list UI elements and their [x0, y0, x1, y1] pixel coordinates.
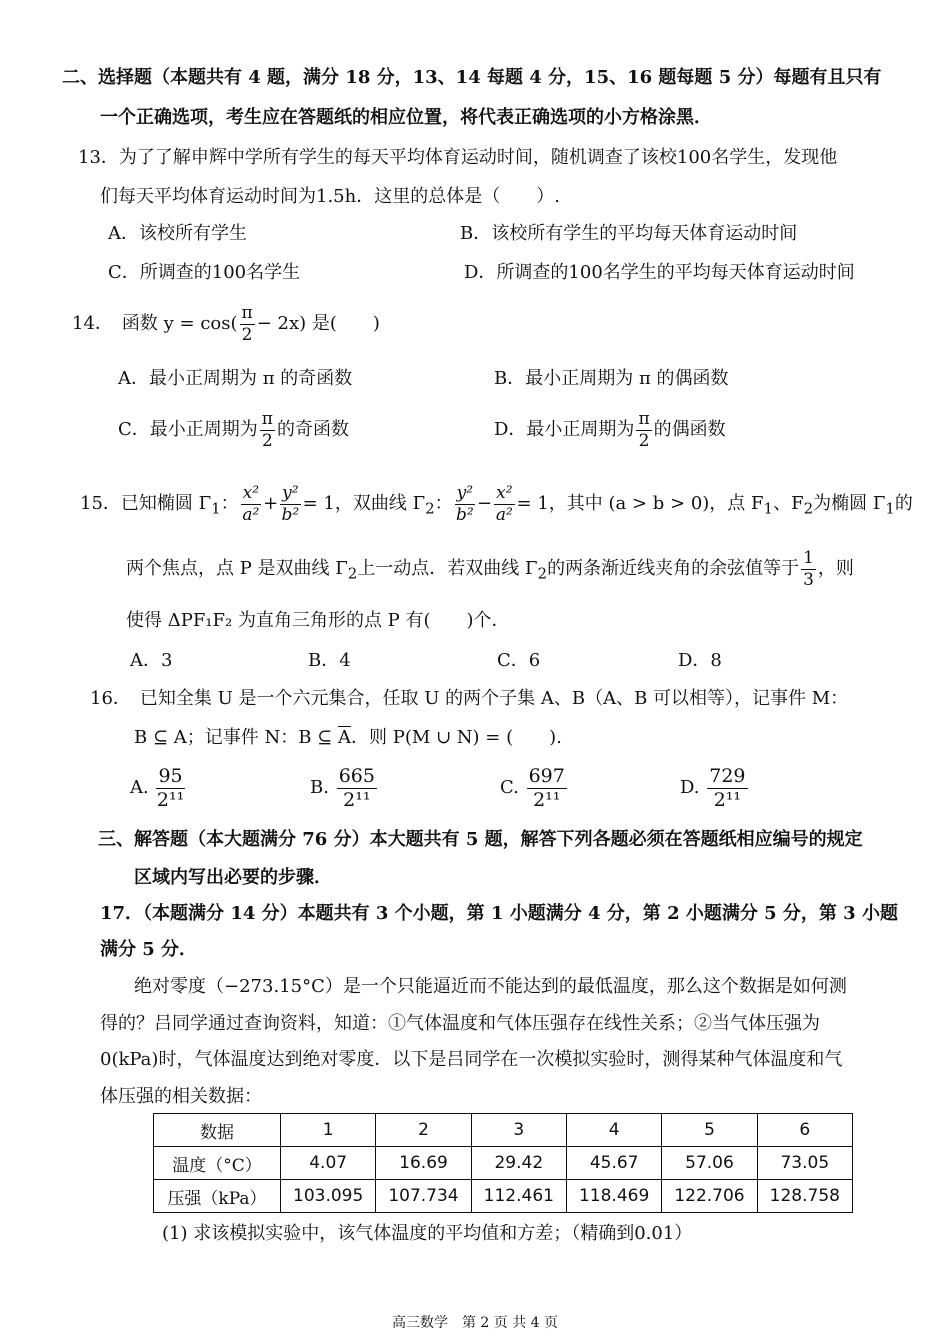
q16-option-a: A. $\frac{95}{\text{2¹¹}}$: [130, 764, 185, 811]
section2-heading-line1: 二、选择题（本题共有 4 题，满分 18 分，13、14 每题 4 分，15、16 题每题 5 分）每题有且只有: [62, 67, 882, 88]
q16-option-c: C. $\frac{697}{\text{2¹¹}}$: [500, 764, 565, 811]
q17-para1: 绝对零度（−273.15°C）是一个只能逼近而不能达到的最低温度，那么这个数据是如何测: [134, 976, 847, 997]
q14-suffix: − 2x) 是( ): [256, 313, 380, 334]
q14-option-d: D．最小正周期为 $\frac{\pi}{2}$ 的偶函数: [494, 408, 726, 451]
table-cell: 4: [566, 1114, 661, 1147]
q17-para2: 得的？吕同学通过查询资料，知道：①气体温度和气体压强存在线性关系；②当气体压强为: [100, 1013, 820, 1034]
table-cell: 温度（°C）: [154, 1147, 281, 1180]
q14-pi-over-2: $\frac{\pi}{2}$: [241, 302, 253, 345]
table-cell: 压强（kPa）: [154, 1180, 281, 1213]
q13-option-b: B．该校所有学生的平均每天体育运动时间: [460, 223, 798, 244]
q14-option-a: A．最小正周期为 π 的奇函数: [118, 368, 353, 389]
q15-option-a: A．3: [130, 650, 173, 671]
q14-option-c: C．最小正周期为 $\frac{\pi}{2}$ 的奇函数: [118, 408, 349, 451]
q15-option-c: C．6: [497, 650, 541, 671]
q17-para3: 0(kPa)时，气体温度达到绝对零度．以下是吕同学在一次模拟实验时，测得某种气体温度和气: [100, 1049, 843, 1070]
q13-line1: 13．为了了解申辉中学所有学生的每天平均体育运动时间，随机调查了该校100名学生，发现他: [78, 147, 838, 168]
table-cell: 45.67: [566, 1147, 661, 1180]
table-cell: 128.758: [757, 1180, 852, 1213]
q13-option-d: D．所调查的100名学生的平均每天体育运动时间: [464, 262, 855, 283]
q15-line1: 15．已知椭圆 $\Gamma_1$： $\frac{\text{x²}}{\text{a²}}$ + $\frac{\text{y²}}{\text{b²}}$ = 1，双曲线 $\Gamma_2$： $\frac{\text{y²}}{\text{b²}}$ − $\frac{\text{x²}}{\text{a²}}$ = 1，其中 (a > b > 0)，点 $F_1$、$F_2$为椭圆 $\Gamma_1$的: [80, 482, 913, 525]
q14-stem: [72, 304, 380, 344]
table-cell: 29.42: [471, 1147, 566, 1180]
table-cell: 57.06: [662, 1147, 757, 1180]
q17-subquestion-1: (1) 求该模拟实验中，该气体温度的平均值和方差；（精确到0.01）: [162, 1223, 693, 1244]
q14-option-b: B．最小正周期为 π 的偶函数: [494, 368, 729, 389]
q15-line2: 两个焦点，点 P 是双曲线 $\Gamma_2$上一动点．若双曲线 $\Gamma_2$的两条渐近线夹角的余弦值等于 $\frac{1}{3}$ ，则: [126, 547, 854, 590]
q16-option-b: B. $\frac{665}{\text{2¹¹}}$: [310, 764, 375, 811]
section3-heading-line1: 三、解答题（本大题满分 76 分）本大题共有 5 题，解答下列各题必须在答题纸相应编号的规定: [98, 829, 863, 850]
q16-line2: B ⊆ A；记事件 N：B ⊆ $\overline{A}$．则 P(M ∪ N) = ( ).: [134, 727, 562, 748]
temperature-pressure-table: [153, 1113, 853, 1213]
q15-option-b: B．4: [308, 650, 351, 671]
q14-prefix: 14． 函数 y = cos(: [72, 313, 238, 334]
table-cell: 5: [662, 1114, 757, 1147]
section3-heading-line2: 区域内写出必要的步骤．: [134, 867, 332, 888]
q17-para4: 体压强的相关数据：: [100, 1086, 262, 1107]
table-cell: 3: [471, 1114, 566, 1147]
q17-line1: 17．（本题满分 14 分）本题共有 3 个小题，第 1 小题满分 4 分，第 2 小题满分 5 分，第 3 小题: [100, 903, 898, 924]
table-row: [154, 1147, 853, 1180]
table-cell: 2: [376, 1114, 471, 1147]
table-row: [154, 1180, 853, 1213]
complement-a: $\overline{A}$: [337, 727, 351, 748]
table-cell: 103.095: [281, 1180, 376, 1213]
q13-option-a: A．该校所有学生: [108, 223, 247, 244]
table-cell: 107.734: [376, 1180, 471, 1213]
table-cell: 6: [757, 1114, 852, 1147]
table-cell: 122.706: [662, 1180, 757, 1213]
section2-heading-line2: 一个正确选项，考生应在答题纸的相应位置，将代表正确选项的小方格涂黑．: [100, 107, 712, 128]
table-cell: 118.469: [566, 1180, 661, 1213]
q13-line2: 们每天平均体育运动时间为1.5h．这里的总体是（ ）.: [100, 186, 560, 207]
q15-option-d: D．8: [678, 650, 722, 671]
table-cell: 16.69: [376, 1147, 471, 1180]
q16-line1: 16． 已知全集 U 是一个六元集合，任取 U 的两个子集 A、B（A、B 可以相等），记事件 M：: [90, 688, 849, 709]
table-cell: 73.05: [757, 1147, 852, 1180]
table-cell: 1: [281, 1114, 376, 1147]
table-cell: 数据: [154, 1114, 281, 1147]
q15-line3: 使得 ΔPF₁F₂ 为直角三角形的点 P 有( )个．: [126, 610, 510, 631]
table-cell: 4.07: [281, 1147, 376, 1180]
page-footer: 高三数学 第 2 页 共 4 页: [391, 1315, 559, 1331]
q13-option-c: C．所调查的100名学生: [108, 262, 301, 283]
table-cell: 112.461: [471, 1180, 566, 1213]
q16-option-d: D. $\frac{729}{\text{2¹¹}}$: [680, 764, 746, 811]
q17-line2: 满分 5 分．: [100, 939, 198, 960]
table-row: [154, 1114, 853, 1147]
